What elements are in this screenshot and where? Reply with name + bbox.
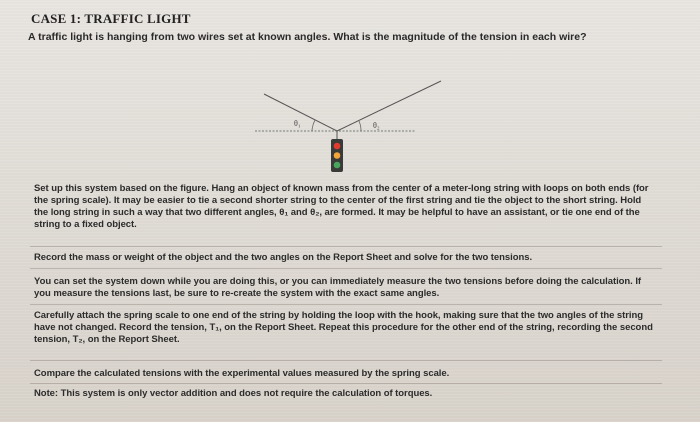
case-title: CASE 1: TRAFFIC LIGHT (31, 11, 191, 26)
instruction-measure-order: You can set the system down while you are doing this, or you can immediately measure the two tensions before doing the calculation. If you measure the tensions last, be sure to re-create the system with the exact same angles. (34, 276, 642, 299)
case-question: A traffic light is hanging from two wires set at known angles. What is the magnitude of the tension in each wire? (28, 31, 587, 43)
angle2-arc (359, 121, 361, 131)
divider (30, 360, 662, 361)
divider (30, 268, 662, 269)
angle1-label: θ₁ (294, 119, 301, 128)
instruction-setup: Set up this system based on the figure. Hang an object of known mass from the center of a meter-long string with loops on both ends (for the spring scale). It may be easier to tie a second shorter string to the center of the first string and tie the object to the short string. Hold the long string in such a way that two different angles, θ₁ and θ₂, are formed. It may be helpful to have an assistant, or tie one end of the string to a fixed object. (34, 183, 649, 230)
angle1-arc (312, 120, 315, 131)
divider (30, 246, 662, 247)
instruction-spring-scale: Carefully attach the spring scale to one end of the string by holding the loop with the hook, making sure that the two angles of the string have not changed. Record the tension, T₁, on the Report Sheet. Repeat this procedure for the other end of the string, recording the second tension, T₂, on the Report Sheet. (34, 310, 653, 345)
right-wire (337, 81, 441, 131)
traffic-light-icon (331, 139, 343, 172)
divider (30, 383, 662, 384)
divider (30, 304, 662, 305)
instruction-compare: Compare the calculated tensions with the experimental values measured by the spring scale. (34, 368, 450, 379)
angle2-label: θ₂ (373, 121, 380, 130)
traffic-light-figure (240, 70, 480, 185)
instruction-note: Note: This system is only vector addition and does not require the calculation of torques. (34, 388, 433, 399)
instruction-record: Record the mass or weight of the object and the two angles on the Report Sheet and solve for the two tensions. (34, 252, 533, 263)
